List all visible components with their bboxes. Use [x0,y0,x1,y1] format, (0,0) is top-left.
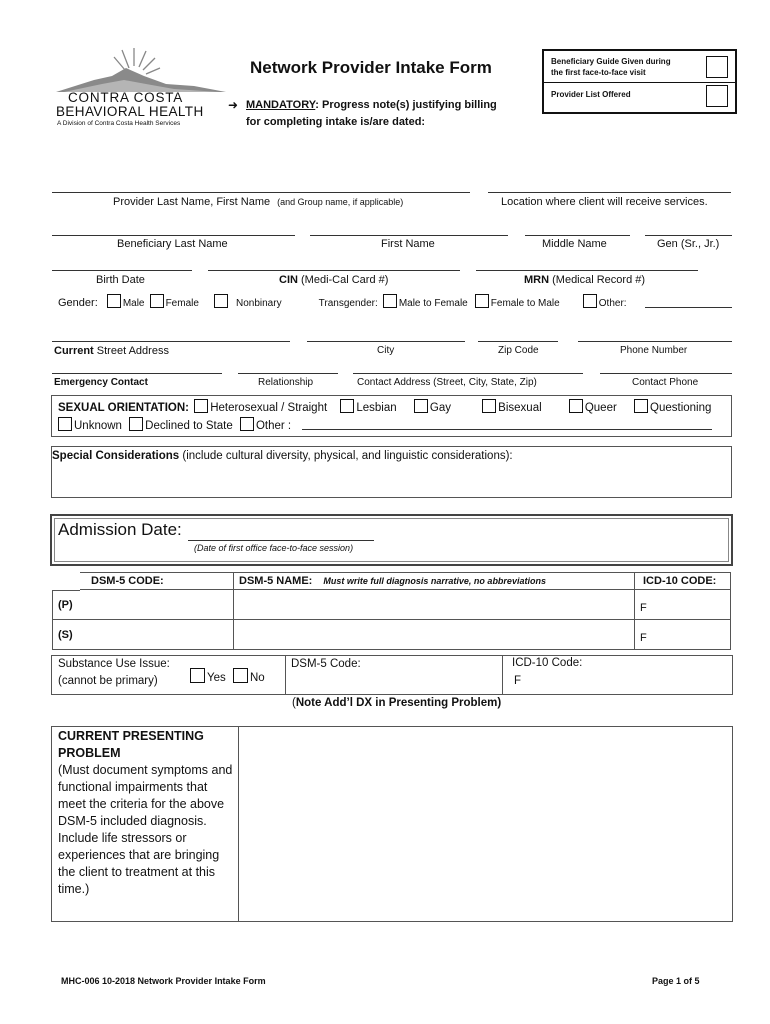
presenting-problem-instructions: (Must document symptoms and functional impairments that meet the criteria for the above DSM-5 included diagnosis. Include life stressors or experiences that are bringing the client to treatment at this time.) [58,763,233,896]
substance-icd-label: ICD-10 Code: [512,657,583,669]
admission-date-note: (Date of first office face-to-face session) [194,543,354,553]
orientation-gay-checkbox[interactable] [414,399,428,413]
trans-ftm-label: Female to Male [490,298,560,309]
provider-name-label [113,196,403,208]
gender-female-checkbox[interactable] [150,294,164,308]
dx-header-note: Must write full diagnosis narrative, no abbreviations [323,576,546,586]
mrn-label-rest: (Medical Record #) [549,274,646,286]
contact-address-input[interactable] [353,357,587,375]
admission-date-line [188,540,374,541]
orientation-declined-checkbox[interactable] [129,417,143,431]
mrn-label-bold: MRN [524,274,550,286]
orientation-unknown-checkbox[interactable] [58,417,72,431]
cin-input[interactable] [208,254,464,272]
orientation-queer-checkbox[interactable] [569,399,583,413]
presenting-problem-title-2: PROBLEM [58,746,121,760]
dx-table-left-notch [52,572,80,591]
gen-input[interactable] [645,219,736,237]
arrow-right-icon: ➜ [228,98,239,112]
orientation-questioning-label: Questioning [650,402,712,414]
dx-secondary-name-cell[interactable] [234,620,635,650]
birth-date-label: Birth Date [96,274,145,286]
street-label [54,345,169,357]
guide-given-line2: the first face-to-face visit [551,68,646,77]
substance-icd-prefix: F [514,675,522,687]
provider-name-line [52,192,470,193]
org-logo [54,46,229,131]
mandatory-label: MANDATORY [246,99,316,111]
orientation-hetero-label: Heterosexual / Straight [210,402,328,414]
mrn-label [524,274,645,286]
footer-page-number: Page 1 of 5 [652,976,700,986]
last-name-input[interactable] [52,219,299,237]
dx-secondary-tag: (S) [58,628,73,641]
gen-label: Gen (Sr., Jr.) [657,238,720,250]
dx-header-icd: ICD-10 CODE: [635,573,731,590]
presenting-problem-divider [238,726,239,921]
substance-no-checkbox[interactable] [233,668,248,683]
provider-name-text: Provider Last Name, First Name [113,196,271,208]
diagnosis-secondary-row [53,620,731,650]
diagnosis-header-row [53,573,731,590]
dx-primary-icd-prefix: F [640,601,647,614]
gender-male-checkbox[interactable] [107,294,121,308]
orientation-hetero-checkbox[interactable] [194,399,208,413]
gender-row [58,294,627,309]
cin-label [279,274,388,286]
orientation-lesbian-checkbox[interactable] [340,399,354,413]
transgender-label: Transgender: [318,298,378,309]
cin-label-bold: CIN [279,274,298,286]
substance-divider-1 [285,655,286,694]
additional-dx-note: (Note Add’l DX in Presenting Problem) [292,697,502,709]
city-input[interactable] [307,325,469,343]
first-name-input[interactable] [310,219,512,237]
substance-yes-checkbox[interactable] [190,668,205,683]
contact-address-label: Contact Address (Street, City, State, Zip) [357,377,537,388]
orientation-other-label: Other : [255,420,292,432]
street-input[interactable] [52,325,294,343]
orientation-unknown-label: Unknown [74,420,122,432]
city-label: City [377,345,395,356]
footer-form-id: MHC-006 10-2018 Network Provider Intake Form [61,976,266,986]
middle-name-label: Middle Name [542,238,607,250]
zip-input[interactable] [478,325,562,343]
presenting-problem-title-1: CURRENT PRESENTING [58,729,204,743]
special-considerations-label [52,450,513,462]
gender-nonbinary-checkbox[interactable] [214,294,228,308]
additional-dx-note-text: Note Add’l DX in Presenting Problem) [295,697,502,709]
relationship-label: Relationship [258,377,314,388]
dx-header-code: DSM-5 CODE: [53,573,234,590]
substance-yes-no [190,668,265,684]
service-location-line [488,192,731,193]
admission-date-label: Admission Date: [58,520,182,539]
middle-name-input[interactable] [525,219,634,237]
orientation-bisexual-checkbox[interactable] [482,399,496,413]
trans-ftm-checkbox[interactable] [475,294,489,308]
gender-nonbinary-label: Nonbinary [235,298,282,309]
substance-no-label: No [249,672,265,684]
substance-dsm-label: DSM-5 Code: [291,658,361,670]
orientation-row1 [58,399,711,414]
provider-list-checkbox[interactable] [706,85,728,107]
checklist-divider [544,82,735,83]
phone-label: Phone Number [620,345,688,356]
dx-secondary-code-cell[interactable] [53,620,234,650]
diagnosis-primary-row [53,590,731,620]
dx-primary-code-cell[interactable] [53,590,234,620]
orientation-label: SEXUAL ORIENTATION: [58,402,189,414]
birth-date-input[interactable] [52,254,196,272]
orientation-questioning-checkbox[interactable] [634,399,648,413]
orientation-row2 [58,417,291,432]
gender-other-line [645,307,732,308]
contact-phone-label: Contact Phone [632,377,699,388]
dx-secondary-icd-cell[interactable] [635,620,731,650]
dx-primary-icd-cell[interactable] [635,590,731,620]
contact-phone-input[interactable] [600,357,736,375]
provider-list-label: Provider List Offered [551,90,631,99]
mandatory-line2: for completing intake is/are dated: [246,116,426,128]
substance-yes-label: Yes [207,672,226,684]
mountain-logo-icon [54,46,229,94]
dx-primary-name-cell[interactable] [234,590,635,620]
street-label-bold: Current [54,345,94,357]
emergency-contact-label: Emergency Contact [54,377,148,388]
special-considerations-rest: (include cultural diversity, physical, and linguistic considerations): [179,450,513,462]
org-tagline: A Division of Contra Costa Health Services [57,120,181,127]
phone-input[interactable] [578,325,736,343]
gender-label: Gender: [58,297,98,309]
dx-primary-tag: (P) [58,598,73,611]
orientation-gay-label: Gay [429,402,451,414]
special-considerations-bold: Special Considerations [52,450,180,462]
org-name-line1: CONTRA COSTA [68,90,184,105]
provider-name-note: (and Group name, if applicable) [277,197,404,207]
trans-mtf-label: Male to Female [398,298,468,309]
presenting-problem-label-cell [58,728,233,898]
dx-secondary-icd-prefix: F [640,631,647,644]
first-name-label: First Name [381,238,435,250]
street-label-rest: Street Address [93,345,169,357]
presenting-problem-input[interactable] [242,730,730,919]
gender-other-label: Other: [598,298,627,309]
gender-female-label: Female [165,298,199,309]
dx-header-name-cell [234,573,635,590]
org-name-line2: BEHAVIORAL HEALTH [56,104,204,119]
gender-male-label: Male [122,298,145,309]
guide-given-line1: Beneficiary Guide Given during [551,57,671,66]
dx-header-name: DSM-5 NAME: [239,575,313,587]
emergency-contact-input[interactable] [52,357,226,375]
orientation-queer-label: Queer [584,402,617,414]
handout-checklist-box [542,49,737,114]
page-title: Network Provider Intake Form [250,58,492,77]
orientation-lesbian-label: Lesbian [356,402,397,414]
orientation-bisexual-label: Bisexual [498,402,542,414]
cin-label-rest: (Medi-Cal Card #) [297,274,389,286]
beneficiary-last-name-label: Beneficiary Last Name [117,238,228,250]
zip-label: Zip Code [498,345,539,356]
orientation-declined-label: Declined to State [145,420,233,432]
trans-mtf-checkbox[interactable] [383,294,397,308]
gender-other-checkbox[interactable] [583,294,597,308]
mrn-input[interactable] [476,254,702,272]
mandatory-line1 [246,99,497,111]
diagnosis-table [52,572,731,650]
orientation-other-line [302,429,712,430]
guide-given-checkbox[interactable] [706,56,728,78]
orientation-other-checkbox[interactable] [240,417,254,431]
substance-use-sub: (cannot be primary) [58,675,158,687]
substance-use-label: Substance Use Issue: [58,658,170,670]
mandatory-text: : Progress note(s) justifying billing [315,99,497,111]
relationship-input[interactable] [238,357,342,375]
service-location-label: Location where client will receive services. [501,196,708,208]
substance-divider-2 [502,655,503,694]
